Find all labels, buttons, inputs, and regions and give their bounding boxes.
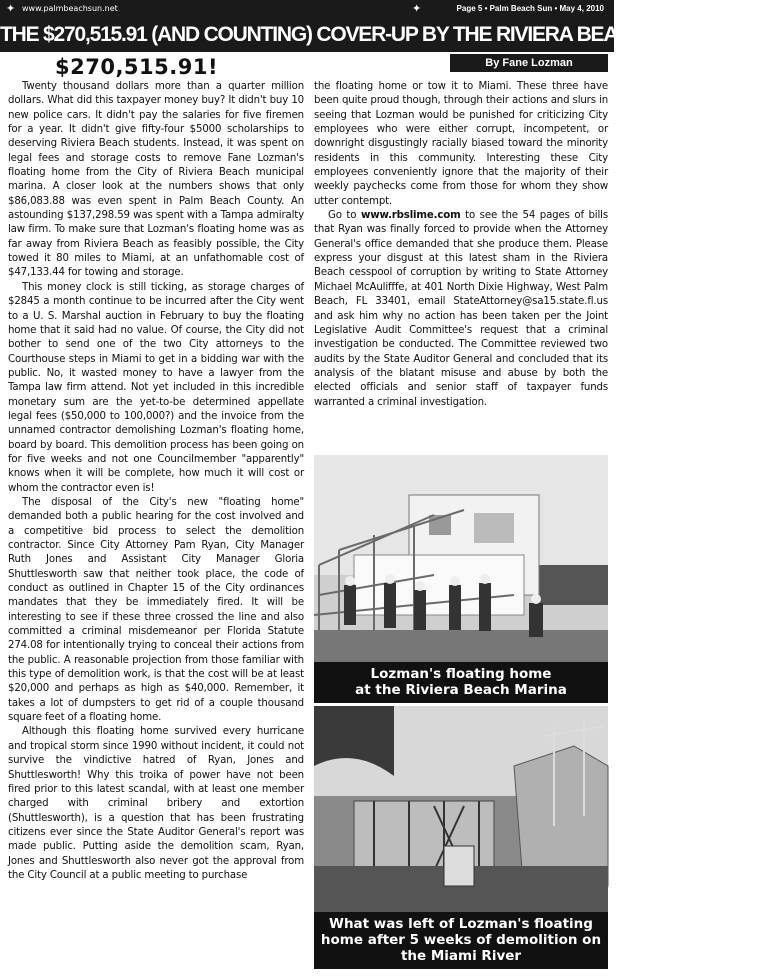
photo-demolished-home (314, 706, 608, 969)
article-paragraph: Twenty thousand dollars more than a quarter million dollars. What did this taxpayer money buy? It didn't buy 10 new police cars. It didn't pay the salaries for five firemen for a year. It didn't give fifty-four $5000 scholarships to deserving Riviera Beach students. Instead, it was spent on legal fees and storage costs to remove Fane Lozman's floating home from the City of Riviera Beach municipal marina. A closer look at the numbers shows that only $86,083.88 was even spent in Palm Beach County. An astounding $137,298.59 was spent with a Tampa admiralty law firm. To make sure that Lozman's floating home was as far away from Riviera Beach as feasibly possible, the City towed it 80 miles to Miami, at an unfathomable cost of $47,133.44 for towing and storage. (8, 81, 304, 279)
palm-tree-icon: ✦ (412, 3, 422, 15)
site-url: www.palmbeachsun.net (22, 4, 118, 13)
amount-heading: $270,515.91! (55, 55, 219, 79)
article-paragraph: Although this floating home survived every hurricane and tropical storm since 1990 without incident, it could not survive the vindictive hatred of Ryan, Jones and Shuttlesworth! Why this troika of power have not been fired prior to this latest scandal, with at least one member charged with criminal bribery and extortion (Shuttlesworth), is a question that has been frustrating citizens ever since the State Auditor General's report was made public. Putting aside the demolition scam, Ryan, Jones and Shuttlesworth also never got the approval from the City Council at a public meeting to purchase (8, 726, 304, 881)
palm-tree-icon: ✦ (6, 3, 16, 15)
caption-line: the Miami River (400, 948, 522, 964)
article-column-right (314, 80, 608, 452)
article-paragraph: The disposal of the City's new "floating home" demanded both a public hearing for the cost involved and a competitive bid process to select the demolition contractor. Since City Attorney Pam Ryan, City Manager Ruth Jones and Assistant City Manager Gloria Shuttlesworth saw that neither took place, the code of conduct as outlined in Chapter 15 of the City ordinances mandates that they be immediately fired. It will be interesting to see if these three crossed the line and also committed a criminal misdemeanor per Florida Statute 274.08 for intentionally trying to conceal their actions from the public. A reasonable projection from those familiar with this type of demolition work, is that the cost will be at least $20,000 and perhaps as high as $40,000. Remember, it takes a lot of dumpsters to get rid of a couple thousand square feet of a floating home. (8, 496, 304, 724)
photo-caption (314, 912, 608, 969)
article-column-left (8, 80, 304, 972)
photo-caption (314, 662, 608, 703)
page-headline: THE $270,515.91 (AND COUNTING) COVER-UP BY THE RIVIERA BEACH CITY COUNCIL (0, 18, 614, 52)
paragraph-text: to see the 54 pages of bills that Ryan was finally forced to provide when the Attorney General's office demanded that she produce them. Please express your disgust at this latest sham in the Riviera Beach cesspool of corruption by writing to State Attorney Michael McAulifffe, at 401 North Dixie Highway, West Palm Beach, FL 33401, email StateAttorney@sa15.state.fl.us and ask him why no action has been taken per the Joint Legislative Audit Committee's request that a criminal investigation be conducted. The Committee reviewed two audits by the State Auditor General and concluded that its analysis of the blatant misuse and abuse by both the elected officials and senior staff of taxpayer funds warranted a criminal investigation. (314, 210, 608, 408)
paragraph-text: Go to (328, 210, 361, 222)
page-info: Page 5 • Palm Beach Sun • May 4, 2010 (456, 4, 604, 13)
rbslime-link[interactable]: www.rbslime.com (360, 210, 461, 222)
article-paragraph: the floating home or tow it to Miami. These three have been quite proud though, through their actions and slurs in seeing that Lozman would be punished for criticizing City employees who were either corrupt, incompetent, or downright disgustingly racially biased toward the minority residents in this community. Interesting these City employees conveniently ignore that the majority of their weekly paychecks come from those for whom they show utter contempt. (314, 81, 608, 207)
caption-line: home after 5 weeks of demolition on (320, 932, 602, 948)
article-paragraph (314, 209, 608, 410)
caption-line: Lozman's floating home (370, 666, 552, 682)
page-header-bar (0, 0, 614, 18)
photo-floating-home-marina (314, 455, 608, 703)
caption-line: What was left of Lozman's floating (329, 916, 593, 932)
caption-line: at the Riviera Beach Marina (355, 682, 567, 698)
byline: By Fane Lozman (450, 54, 608, 72)
article-paragraph: This money clock is still ticking, as storage charges of $2845 a month continue to be incurred after the City went to a U. S. Marshal auction in February to buy the floating home that it said had no value. Of course, the City did not bother to send one of the two City attorneys to the Courthouse steps in Miami to get in a bidding war with the public. No, it wasted money to have a lawyer from the Tampa law firm attend. Not yet included in this incredible monetary sum are the yet-to-be determined appellate legal fees ($50,000 to 100,000?) and the invoice from the unnamed contractor demolishing Lozman's floating home, board by board. This demolition process has been going on for five weeks and not one Councilmember "apparently" knows when it will be complete, how much it will cost or whom the contractor even is! (8, 281, 304, 494)
